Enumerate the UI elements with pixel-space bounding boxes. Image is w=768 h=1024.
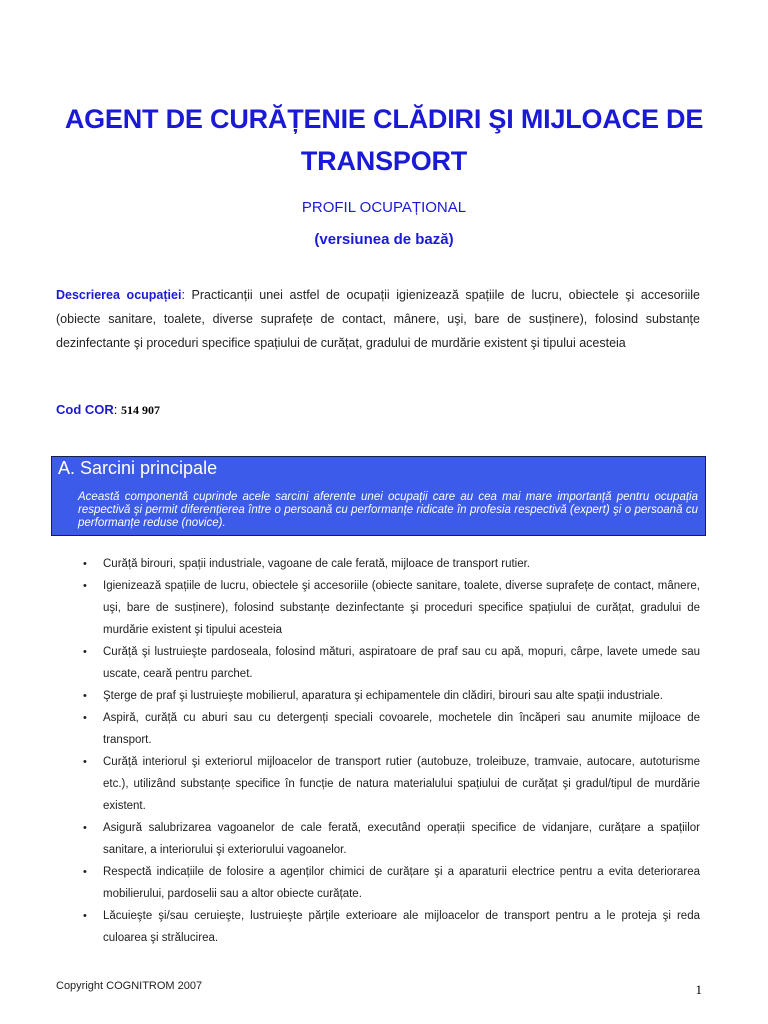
occupation-description	[56, 283, 700, 355]
list-item	[83, 707, 700, 751]
task-text: Curăță interiorul şi exteriorul mijloacelor de transport rutier (autobuze, troleibuze, tramvaie, autocare, autoturisme etc.), utilizând substanțe specifice în funcție de natura materialului spațiului de curățat şi gradul/tipul de murdărie existent.	[103, 756, 700, 812]
description-label: Descrierea ocupației	[56, 288, 182, 302]
page-number: 1	[695, 982, 702, 997]
list-item	[83, 553, 700, 575]
document-version: (versiunea de bază)	[314, 231, 454, 248]
document-subtitle: PROFIL OCUPAȚIONAL	[301, 199, 467, 216]
cod-separator: :	[113, 402, 122, 417]
list-item	[83, 641, 700, 685]
cod-cor	[56, 402, 160, 418]
bullet-icon: •	[83, 822, 87, 834]
description-text: : Practicanții unei astfel de ocupații igienizează spațiile de lucru, obiectele şi accesoriile (obiecte sanitare, toalete, diverse suprafețe de contact, mânere, uşi, bare de susținere), folosind substanțe dezinfectante şi proceduri specifice spațiului de curățat, gradului de murdărie existent şi tipului acesteia	[56, 288, 700, 350]
task-text: Asigură salubrizarea vagoanelor de cale ferată, executând operații specifice de vidanjare, curățare a spațiilor sanitare, a interiorului şi exteriorului vagoanelor.	[103, 822, 700, 856]
cod-value: 514 907	[121, 403, 161, 417]
bullet-icon: •	[83, 690, 87, 702]
task-text: Şterge de praf şi lustruieşte mobilierul, aparatura şi echipamentele din clădiri, birouri sau alte spații industriale.	[103, 690, 663, 702]
document-title: AGENT DE CURĂȚENIE CLĂDIRI ŞI MIJLOACE DE TRANSPORT	[64, 104, 704, 176]
cod-label: Cod COR	[56, 402, 114, 417]
bullet-icon: •	[83, 756, 87, 768]
task-text: Respectă indicațiile de folosire a agenților chimici de curățare şi a aparaturii electrice pentru a evita deteriorarea mobilierului, pardoselii sau a altor obiecte curățate.	[103, 866, 700, 900]
task-list	[83, 553, 700, 949]
task-text: Lăcuieşte şi/sau ceruieşte, lustruieşte părțile exterioare ale mijloacelor de transport pentru a le proteja şi reda culoarea şi strălucirea.	[103, 910, 700, 944]
task-text: Aspiră, curăță cu aburi sau cu detergenți speciali covoarele, mochetele din încăperi sau anumite mijloace de transport.	[103, 712, 700, 746]
list-item	[83, 861, 700, 905]
bullet-icon: •	[83, 712, 87, 724]
bullet-icon: •	[83, 910, 87, 922]
task-text: Igienizează spațiile de lucru, obiectele şi accesoriile (obiecte sanitare, toalete, diverse suprafețe de contact, mânere, uşi, bare de susținere), folosind substanțe dezinfectante şi proceduri specifice spațiului de curățat, gradului de murdărie existent şi tipului acesteia	[103, 580, 700, 636]
list-item	[83, 751, 700, 817]
bullet-icon: •	[83, 646, 87, 658]
list-item	[83, 575, 700, 641]
bullet-icon: •	[83, 558, 87, 570]
section-header-box	[51, 456, 706, 536]
task-text: Curăță birouri, spații industriale, vagoane de cale ferată, mijloace de transport rutier.	[103, 558, 531, 570]
bullet-icon: •	[83, 580, 87, 592]
bullet-icon: •	[83, 866, 87, 878]
list-item	[83, 905, 700, 949]
task-text: Curăță şi lustruieşte pardoseala, folosind mături, aspiratoare de praf sau cu apă, mopuri, cârpe, lavete umede sau uscate, ceară pentru parchet.	[103, 646, 700, 680]
list-item	[83, 685, 700, 707]
footer-copyright: Copyright COGNITROM 2007	[56, 980, 203, 992]
list-item	[83, 817, 700, 861]
section-title: A. Sarcini principale	[58, 458, 218, 478]
section-description: Această componentă cuprinde acele sarcini aferente unei ocupații care au cea mai mare importanță pentru ocupația respectivă şi permit diferențierea între o persoană cu performanțe ridicate în profesia respectivă (expert) şi o persoană cu performanțe reduse (novice).	[78, 491, 698, 529]
